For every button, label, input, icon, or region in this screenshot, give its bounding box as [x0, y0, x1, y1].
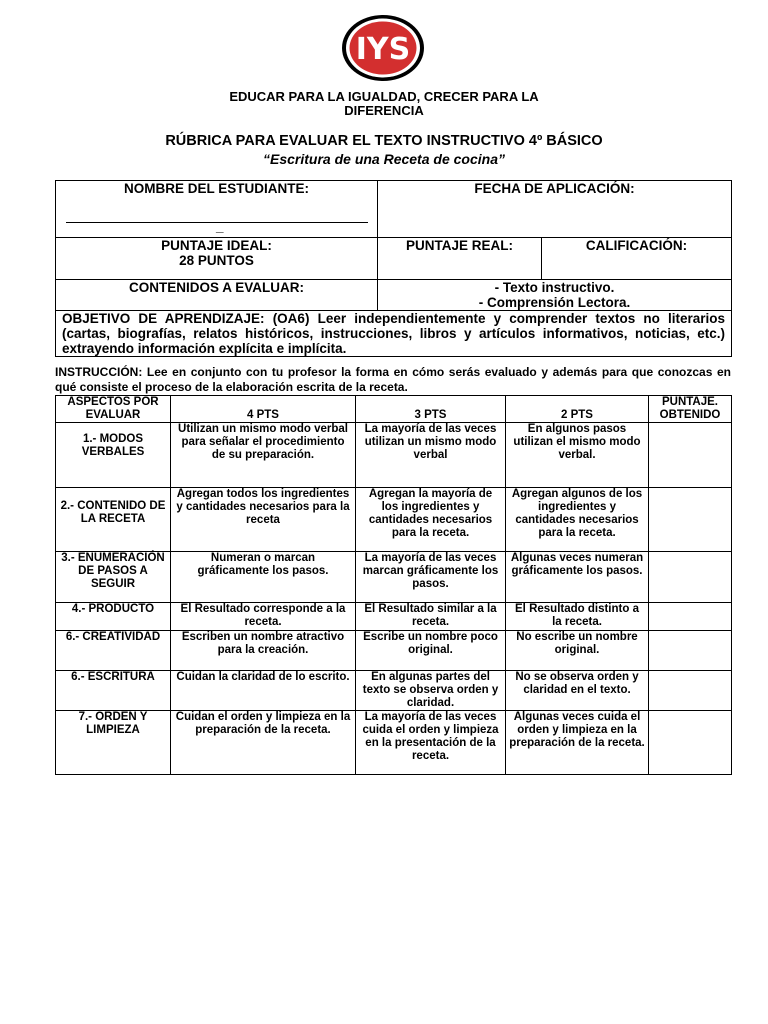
real-score-label: PUNTAJE REAL:	[405, 238, 513, 253]
rubric-score-cell[interactable]	[649, 552, 732, 603]
rubric-score-cell[interactable]	[649, 603, 732, 631]
ideal-score-label: PUNTAJE IDEAL:	[161, 238, 272, 253]
learning-objective: OBJETIVO DE APRENDIZAJE: (OA6) Leer independientemente y comprender textos no literarios (cartas, biografías, relatos históricos, instrucciones, libros y artículos informativos, noticias, etc.) extrayendo información explícita e implícita.	[62, 311, 725, 356]
rubric-row	[56, 671, 732, 711]
header-3pts: 3 PTS	[356, 396, 506, 423]
date-label: FECHA DE APLICACIÓN:	[474, 181, 635, 196]
rubric-cell-4pts: El Resultado corresponde a la receta.	[171, 603, 356, 631]
header-4pts: 4 PTS	[171, 396, 356, 423]
rubric-aspect: 6.- ESCRITURA	[56, 671, 171, 711]
contents-label-cell	[56, 280, 378, 311]
instruction-label: INSTRUCCIÓN:	[55, 365, 143, 379]
instruction-text: Lee en conjunto con tu profesor la forma en cómo serás evaluado y además para que conozcas en qué consiste el proceso de la elaboración escrita de la receta.	[55, 365, 731, 394]
rubric-cell-3pts: Escribe un nombre poco original.	[356, 631, 506, 671]
rubric-aspect: 6.- CREATIVIDAD	[56, 631, 171, 671]
real-score-cell	[378, 238, 542, 280]
rubric-cell-2pts: No se observa orden y claridad en el texto.	[506, 671, 649, 711]
rubric-score-cell[interactable]	[649, 711, 732, 775]
rubric-row	[56, 552, 732, 603]
student-name-label: NOMBRE DEL ESTUDIANTE:	[123, 181, 309, 196]
rubric-header-row	[56, 396, 732, 423]
rubric-cell-4pts: Cuidan el orden y limpieza en la preparación de la receta.	[171, 711, 356, 775]
instruction-paragraph	[55, 365, 731, 395]
rubric-aspect: 2.- CONTENIDO DE LA RECETA	[56, 488, 171, 552]
objective-cell	[56, 311, 732, 357]
contents-values-cell	[378, 280, 732, 311]
rubric-aspect: 1.- MODOS VERBALES	[56, 423, 171, 488]
rubric-cell-3pts: La mayoría de las veces utilizan un mismo modo verbal	[356, 423, 506, 488]
document-subtitle: “Escritura de una Receta de cocina”	[263, 151, 505, 167]
rubric-cell-2pts: Agregan algunos de los ingredientes y cantidades necesarios para la receta.	[506, 488, 649, 552]
rubric-aspect: 3.- ENUMERACIÓN DE PASOS A SEGUIR	[56, 552, 171, 603]
rubric-cell-2pts: Algunas veces cuida el orden y limpieza en la preparación de la receta.	[506, 711, 649, 775]
rubric-cell-3pts: La mayoría de las veces cuida el orden y limpieza en la presentación de la receta.	[356, 711, 506, 775]
rubric-score-cell[interactable]	[649, 671, 732, 711]
rubric-score-cell[interactable]	[649, 423, 732, 488]
content-item-2: - Comprensión Lectora.	[478, 295, 631, 310]
rubric-cell-3pts: La mayoría de las veces marcan gráficamente los pasos.	[356, 552, 506, 603]
rubric-aspect: 4.- PRODUCTO	[56, 603, 171, 631]
rubric-row	[56, 603, 732, 631]
rubric-cell-4pts: Numeran o marcan gráficamente los pasos.	[171, 552, 356, 603]
grade-cell	[542, 238, 732, 280]
content-item-1: - Texto instructivo.	[494, 280, 615, 295]
rubric-cell-3pts: El Resultado similar a la receta.	[356, 603, 506, 631]
rubric-cell-4pts: Utilizan un mismo modo verbal para señalar el procedimiento de su preparación.	[171, 423, 356, 488]
student-name-cell	[56, 181, 378, 238]
logo-text: IYS	[355, 32, 411, 67]
rubric-row	[56, 488, 732, 552]
school-logo	[341, 14, 425, 82]
rubric-table	[55, 395, 732, 775]
rubric-score-cell[interactable]	[649, 631, 732, 671]
rubric-cell-2pts: No escribe un nombre original.	[506, 631, 649, 671]
rubric-row	[56, 711, 732, 775]
rubric-cell-4pts: Agregan todos los ingredientes y cantidades necesarios para la receta	[171, 488, 356, 552]
rubric-score-cell[interactable]	[649, 488, 732, 552]
rubric-cell-3pts: Agregan la mayoría de los ingredientes y cantidades necesarios para la receta.	[356, 488, 506, 552]
rubric-aspect: 7.- ORDEN Y LIMPIEZA	[56, 711, 171, 775]
header-2pts: 2 PTS	[506, 396, 649, 423]
grade-label: CALIFICACIÓN:	[585, 238, 688, 253]
rubric-row	[56, 631, 732, 671]
contents-label: CONTENIDOS A EVALUAR:	[129, 280, 304, 295]
document-title: RÚBRICA PARA EVALUAR EL TEXTO INSTRUCTIVO 4º BÁSICO	[165, 133, 603, 149]
rubric-cell-3pts: En algunas partes del texto se observa orden y claridad.	[356, 671, 506, 711]
school-motto: EDUCAR PARA LA IGUALDAD, CRECER PARA LA DIFERENCIA	[229, 89, 539, 118]
info-table	[55, 180, 732, 357]
line-underscore: _	[216, 219, 224, 234]
header-score-obtained: PUNTAJE. OBTENIDO	[649, 396, 732, 423]
rubric-cell-2pts: Algunas veces numeran gráficamente los pasos.	[506, 552, 649, 603]
rubric-cell-4pts: Escriben un nombre atractivo para la creación.	[171, 631, 356, 671]
rubric-cell-4pts: Cuidan la claridad de lo escrito.	[171, 671, 356, 711]
rubric-row	[56, 423, 732, 488]
rubric-cell-2pts: El Resultado distinto a la receta.	[506, 603, 649, 631]
header-aspects: ASPECTOS POR EVALUAR	[56, 396, 171, 423]
rubric-cell-2pts: En algunos pasos utilizan el mismo modo verbal.	[506, 423, 649, 488]
ideal-score-value: 28 PUNTOS	[179, 253, 254, 268]
date-cell	[378, 181, 732, 238]
ideal-score-cell	[56, 238, 378, 280]
